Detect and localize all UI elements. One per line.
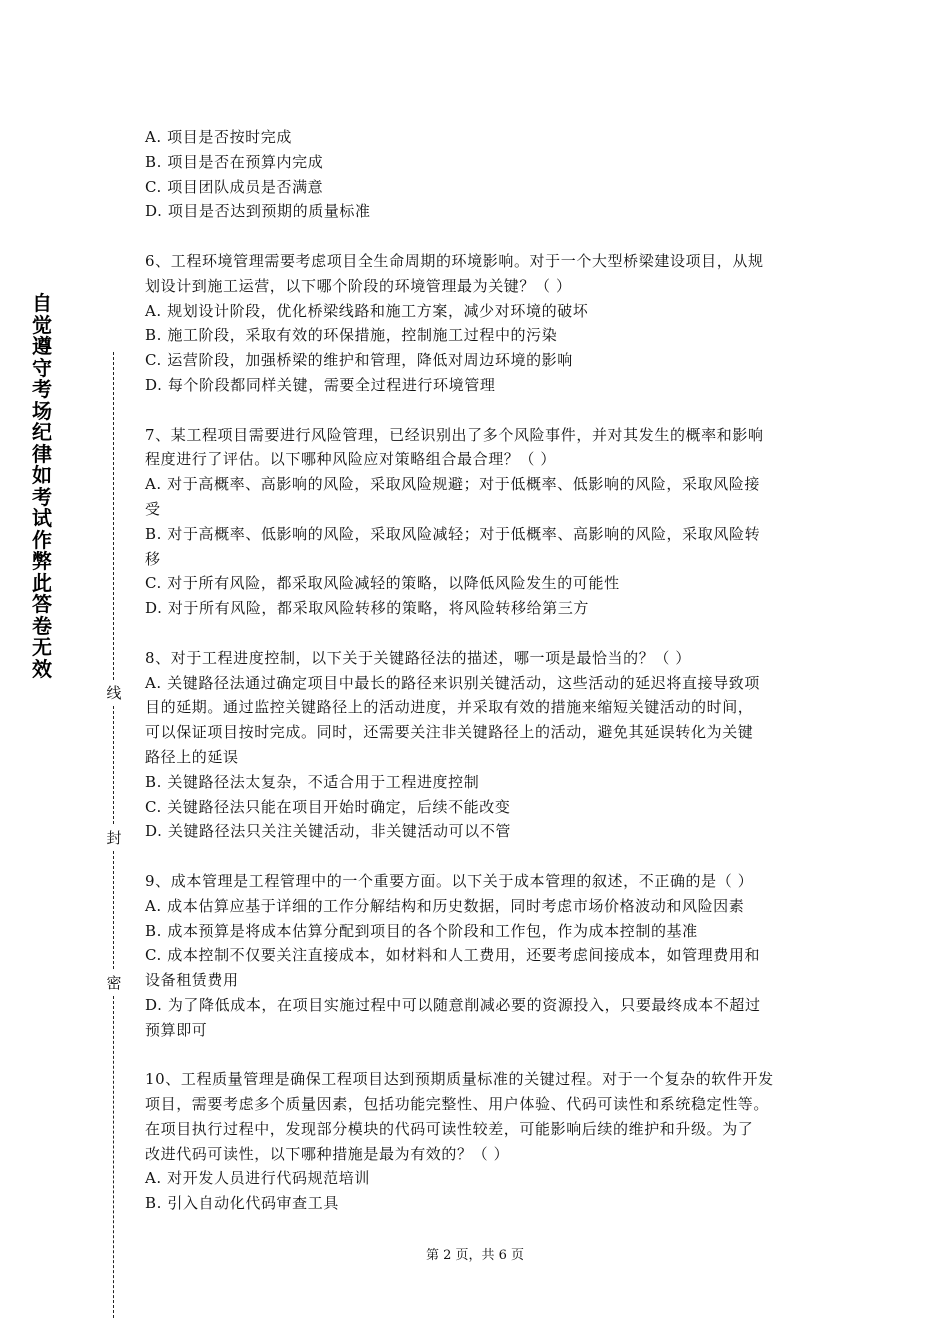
question-content <box>145 125 810 1216</box>
text-line: 8、对于工程进度控制，以下关于关键路径法的描述，哪一项是最恰当的？（ ） <box>145 648 691 667</box>
page-footer: 第 2 页，共 6 页 <box>425 1248 525 1263</box>
text-line: A. 对开发人员进行代码规范培训 <box>145 1169 370 1188</box>
text-line: C. 项目团队成员是否满意 <box>145 177 324 196</box>
notice-char: 弊 <box>32 549 52 573</box>
text-line: B. 项目是否在预算内完成 <box>145 152 324 171</box>
notice-char: 卷 <box>32 613 52 638</box>
seal-line-bottom <box>113 996 114 1318</box>
text-line: 程度进行了评估。以下哪种风险应对策略组合最合理？（ ） <box>145 450 556 469</box>
text-line: C. 关键路径法只能在项目开始时确定，后续不能改变 <box>145 797 511 816</box>
text-line: 改进代码可读性，以下哪种措施是最为有效的？（ ） <box>145 1144 510 1163</box>
text-line: A. 项目是否按时完成 <box>145 128 292 146</box>
notice-char: 此 <box>32 570 52 595</box>
seal-char-seal: 封 <box>106 829 122 847</box>
paragraph-gap <box>145 398 810 423</box>
text-line: D. 为了降低成本，在项目实施过程中可以随意削减必要的资源投入，只要最终成本不超过 <box>145 995 761 1014</box>
notice-char: 无 <box>32 635 52 659</box>
notice-char: 守 <box>32 355 52 380</box>
text-line: 项目，需要考虑多个质量因素，包括功能完整性、用户体验、代码可读性和系统稳定性等。 <box>145 1095 770 1114</box>
text-line: 在项目执行过程中，发现部分模块的代码可读性较差，可能影响后续的维护和升级。为了 <box>145 1119 754 1138</box>
notice-char: 试 <box>32 506 52 530</box>
text-line: D. 每个阶段都同样关键，需要全过程进行环境管理 <box>145 375 496 394</box>
paragraph-gap <box>145 224 810 249</box>
text-line: C. 对于所有风险，都采取风险减轻的策略，以降低风险发生的可能性 <box>145 574 620 593</box>
text-line: A. 对于高概率、高影响的风险，采取风险规避；对于低概率、低影响的风险，采取风险接 <box>145 475 760 494</box>
seal-char-secret: 密 <box>106 974 122 992</box>
text-line: 路径上的延误 <box>145 747 239 766</box>
notice-char: 考 <box>32 484 52 509</box>
text-line: 设备租赁费用 <box>145 971 239 990</box>
exam-discipline-notice <box>30 293 54 680</box>
text-line: A. 关键路径法通过确定项目中最长的路径来识别关键活动，这些活动的延迟将直接导致项 <box>145 673 760 692</box>
paragraph-gap <box>145 1042 810 1067</box>
text-line: 6、工程环境管理需要考虑项目全生命周期的环境影响。对于一个大型桥梁建设项目，从规 <box>145 251 764 270</box>
notice-char: 遵 <box>32 334 52 358</box>
text-line: 受 <box>145 499 161 518</box>
text-line: C. 成本控制不仅要关注直接成本，如材料和人工费用，还要考虑间接成本，如管理费用和 <box>145 946 761 965</box>
text-line: A. 成本估算应基于详细的工作分解结构和历史数据，同时考虑市场价格波动和风险因素 <box>145 896 745 915</box>
seal-line-lower <box>113 851 114 969</box>
notice-char: 考 <box>32 377 52 401</box>
paragraph-gap <box>145 844 810 869</box>
text-line: 可以保证项目按时完成。同时，还需要关注非关键路径上的活动，避免其延误转化为关键 <box>145 723 754 742</box>
text-line: 划设计到施工运营，以下哪个阶段的环境管理最为关键？（ ） <box>145 276 572 295</box>
text-line: B. 引入自动化代码审查工具 <box>145 1194 339 1213</box>
text-line: B. 施工阶段，采取有效的环保措施，控制施工过程中的污染 <box>145 326 558 345</box>
text-line: 10、工程质量管理是确保工程项目达到预期质量标准的关键过程。对于一个复杂的软件开发 <box>145 1070 774 1089</box>
text-line: A. 规划设计阶段，优化桥梁线路和施工方案，减少对环境的破坏 <box>145 301 589 320</box>
text-line: 7、某工程项目需要进行风险管理，已经识别出了多个风险事件，并对其发生的概率和影响 <box>145 425 764 444</box>
notice-char: 效 <box>32 656 52 681</box>
notice-char: 律 <box>32 441 52 466</box>
text-line: D. 对于所有风险，都采取风险转移的策略，将风险转移给第三方 <box>145 599 590 618</box>
text-line: 9、成本管理是工程管理中的一个重要方面。以下关于成本管理的叙述，不正确的是（ ） <box>145 871 754 890</box>
text-line: 预算即可 <box>145 1020 208 1039</box>
notice-char: 场 <box>32 398 52 423</box>
paragraph-gap <box>145 621 810 646</box>
notice-char: 答 <box>32 592 52 616</box>
notice-char: 自 <box>32 291 52 315</box>
text-line: B. 对于高概率、低影响的风险，采取风险减轻；对于低概率、高影响的风险，采取风险转 <box>145 524 761 543</box>
seal-char-line: 线 <box>106 684 122 702</box>
notice-char: 如 <box>32 463 52 487</box>
notice-char: 作 <box>32 527 52 552</box>
notice-char: 纪 <box>32 420 52 444</box>
text-line: D. 项目是否达到预期的质量标准 <box>145 202 371 221</box>
seal-line-top <box>113 352 114 680</box>
text-line: C. 运营阶段，加强桥梁的维护和管理，降低对周边环境的影响 <box>145 351 573 370</box>
text-line: B. 关键路径法太复杂，不适合用于工程进度控制 <box>145 772 480 791</box>
text-line: D. 关键路径法只关注关键活动，非关键活动可以不管 <box>145 822 512 841</box>
text-line: 目的延期。通过监控关键路径上的活动进度，并采取有效的措施来缩短关键活动的时间， <box>145 698 754 717</box>
notice-char: 觉 <box>32 312 52 337</box>
seal-line-middle <box>113 706 114 824</box>
text-line: B. 成本预算是将成本估算分配到项目的各个阶段和工作包，作为成本控制的基准 <box>145 921 698 940</box>
text-line: 移 <box>145 549 161 568</box>
